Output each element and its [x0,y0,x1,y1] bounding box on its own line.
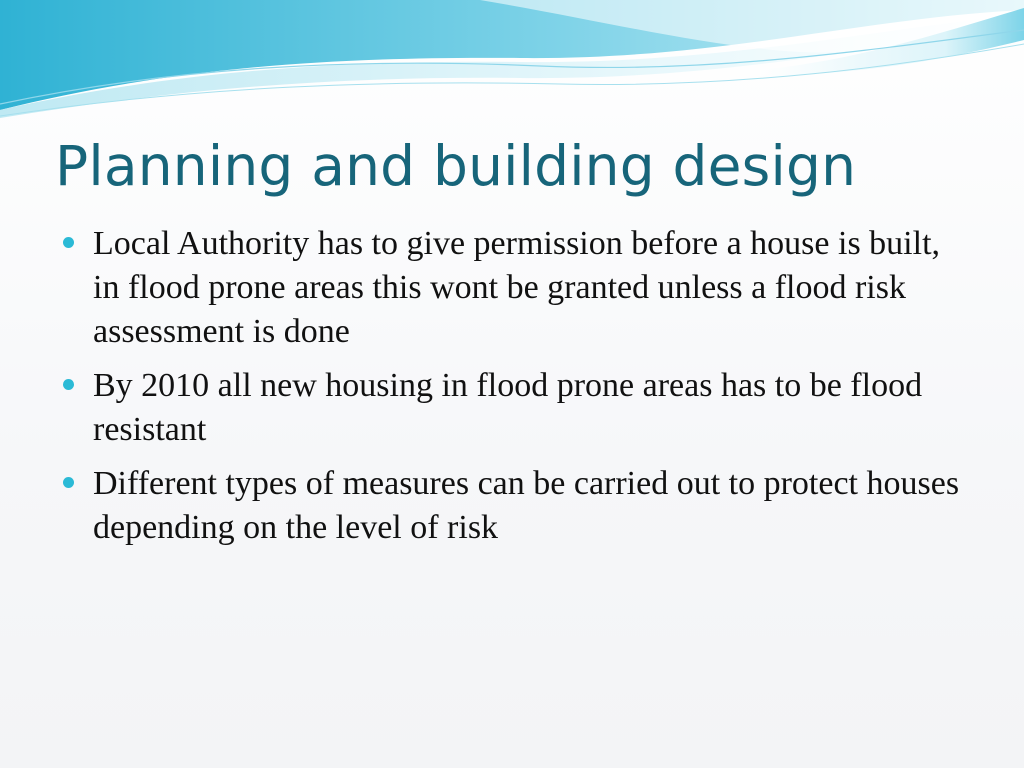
slide-title: Planning and building design [55,134,857,198]
bullet-item [62,462,962,550]
bullet-dot-icon [63,237,74,248]
bullet-dot-icon [63,477,74,488]
header-wave-decoration [0,0,1024,130]
bullet-list [62,222,962,560]
bullet-item [62,222,962,354]
bullet-dot-icon [63,379,74,390]
bullet-text: By 2010 all new housing in flood prone areas has to be flood resistant [93,367,923,448]
bullet-text: Different types of measures can be carried out to protect houses depending on the level of risk [93,465,960,546]
bullet-item [62,364,962,452]
bullet-text: Local Authority has to give permission before a house is built, in flood prone areas this wont be granted unless a flood risk assessment is done [93,225,941,350]
